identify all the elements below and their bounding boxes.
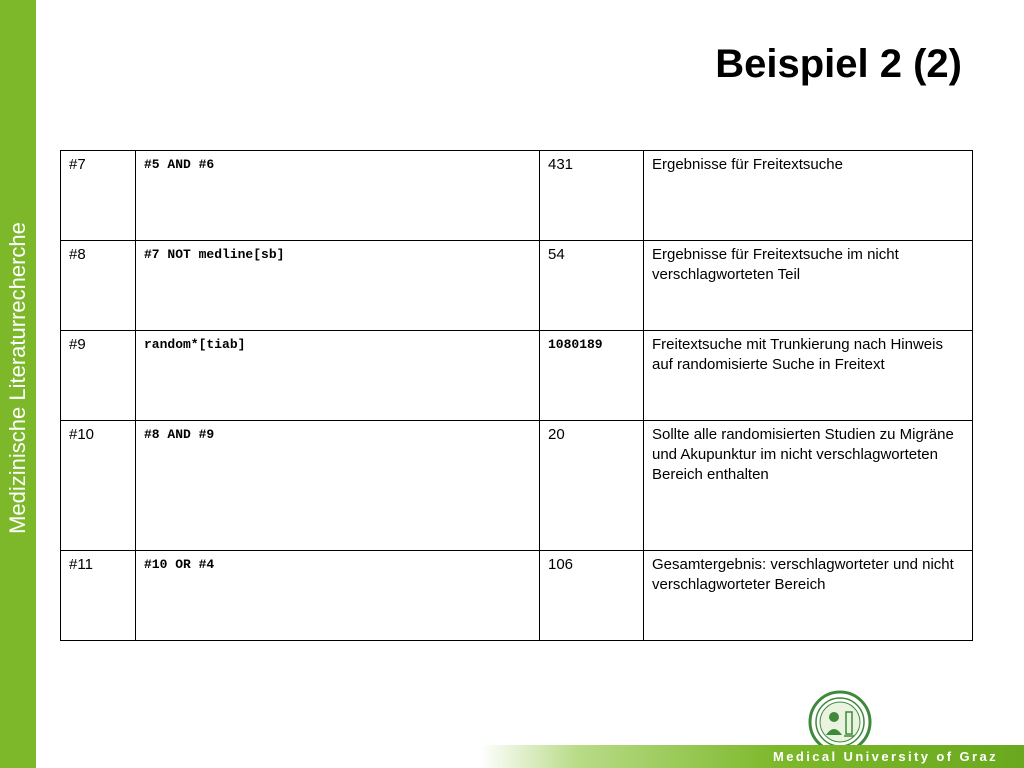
result-count: 106 xyxy=(540,551,644,641)
search-query: #7 NOT medline[sb] xyxy=(136,241,540,331)
university-name: Medical University of Graz xyxy=(773,749,998,764)
result-count: 1080189 xyxy=(540,331,644,421)
search-history-table xyxy=(60,150,973,641)
search-id: #7 xyxy=(61,151,136,241)
result-count: 431 xyxy=(540,151,644,241)
result-count: 54 xyxy=(540,241,644,331)
table-row xyxy=(61,421,973,551)
search-id: #11 xyxy=(61,551,136,641)
search-description: Ergebnisse für Freitextsuche im nicht verschlagworteten Teil xyxy=(644,241,973,331)
search-query: random*[tiab] xyxy=(136,331,540,421)
result-count: 20 xyxy=(540,421,644,551)
search-description: Gesamtergebnis: verschlagworteter und nicht verschlagworteter Bereich xyxy=(644,551,973,641)
search-id: #8 xyxy=(61,241,136,331)
table-row xyxy=(61,151,973,241)
search-description: Sollte alle randomisierten Studien zu Migräne und Akupunktur im nicht verschlagworteten Bereich enthalten xyxy=(644,421,973,551)
search-query: #5 AND #6 xyxy=(136,151,540,241)
sidebar-title: Medizinische Literaturrecherche xyxy=(5,222,30,534)
search-id: #9 xyxy=(61,331,136,421)
search-description: Freitextsuche mit Trunkierung nach Hinweis auf randomisierte Suche in Freitext xyxy=(644,331,973,421)
search-query: #10 OR #4 xyxy=(136,551,540,641)
table-row xyxy=(61,331,973,421)
table-row xyxy=(61,241,973,331)
sidebar xyxy=(0,0,36,768)
search-description: Ergebnisse für Freitextsuche xyxy=(644,151,973,241)
footer-bar xyxy=(480,745,1024,768)
table-row xyxy=(61,551,973,641)
slide-title: Beispiel 2 (2) xyxy=(715,42,962,86)
search-query: #8 AND #9 xyxy=(136,421,540,551)
search-id: #10 xyxy=(61,421,136,551)
